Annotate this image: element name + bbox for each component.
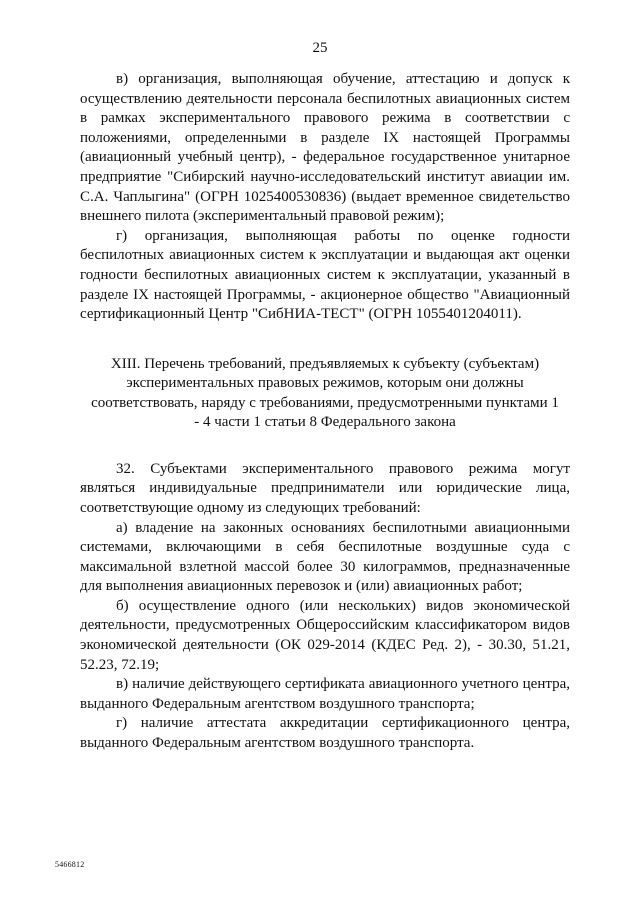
document-body (80, 70, 570, 754)
page-number: 25 (312, 40, 328, 56)
document-code: 5466812 (55, 860, 85, 869)
requirement-v: в) наличие действующего сертификата авиационного учетного центра, выданного Федеральным агентством воздушного транспорта; (80, 676, 570, 712)
requirement-g: г) наличие аттестата аккредитации сертификационного центра, выданного Федеральным агентством воздушного транспорта. (80, 715, 570, 752)
paragraph-item-g: г) организация, выполняющая работы по оценке годности беспилотных авиационных систем к эксплуатации и выдающая акт оценки годности беспилотных авиационных систем к эксплуатации, указанный в разделе IX настоящей Программы, - акционерное общество "Авиационный сертификационный Центр "СибНИА-ТЕСТ" (ОГРН 1055401204011). (80, 227, 570, 323)
section-heading: XIII. Перечень требований, предъявляемых к субъекту (субъектам) экспериментальных правовых режимов, которым они должны соответствовать, наряду с требованиями, предусмотренными пунктами 1 - 4 части 1 статьи 8 Федерального закона (91, 355, 559, 431)
requirement-a: а) владение на законных основаниях беспилотными авиационными системами, включающими в себя беспилотные воздушные суда с максимальной взлетной массой более 30 килограммов, предназначенные для выполнения авиационных перевозок и (или) авиационных работ; (80, 519, 570, 595)
paragraph-32: 32. Субъектами экспериментального правового режима могут являться индивидуальные предприниматели или юридические лица, соответствующие одному из следующих требований: (80, 460, 570, 516)
requirement-b: б) осуществление одного (или нескольких) видов экономической деятельности, предусмотренных Общероссийским классификатором видов экономической деятельности (ОК 029-2014 (КДЕС Ред. 2), - 30.30, 51.21, 52.23, 72.19; (80, 597, 570, 673)
paragraph-item-v: в) организация, выполняющая обучение, аттестацию и допуск к осуществлению деятельности персонала беспилотных авиационных систем в рамках экспериментального правового режима в соответствии с положениями, определенными в разделе IX настоящей Программы (авиационный учебный центр), - федеральное государственное унитарное предприятие "Сибирский научно-исследовательский институт авиации им. С.А. Чаплыгина" (ОГРН 1025400530836) (выдает временное свидетельство внешнего пилота (экспериментальный правовой режим); (80, 71, 570, 225)
